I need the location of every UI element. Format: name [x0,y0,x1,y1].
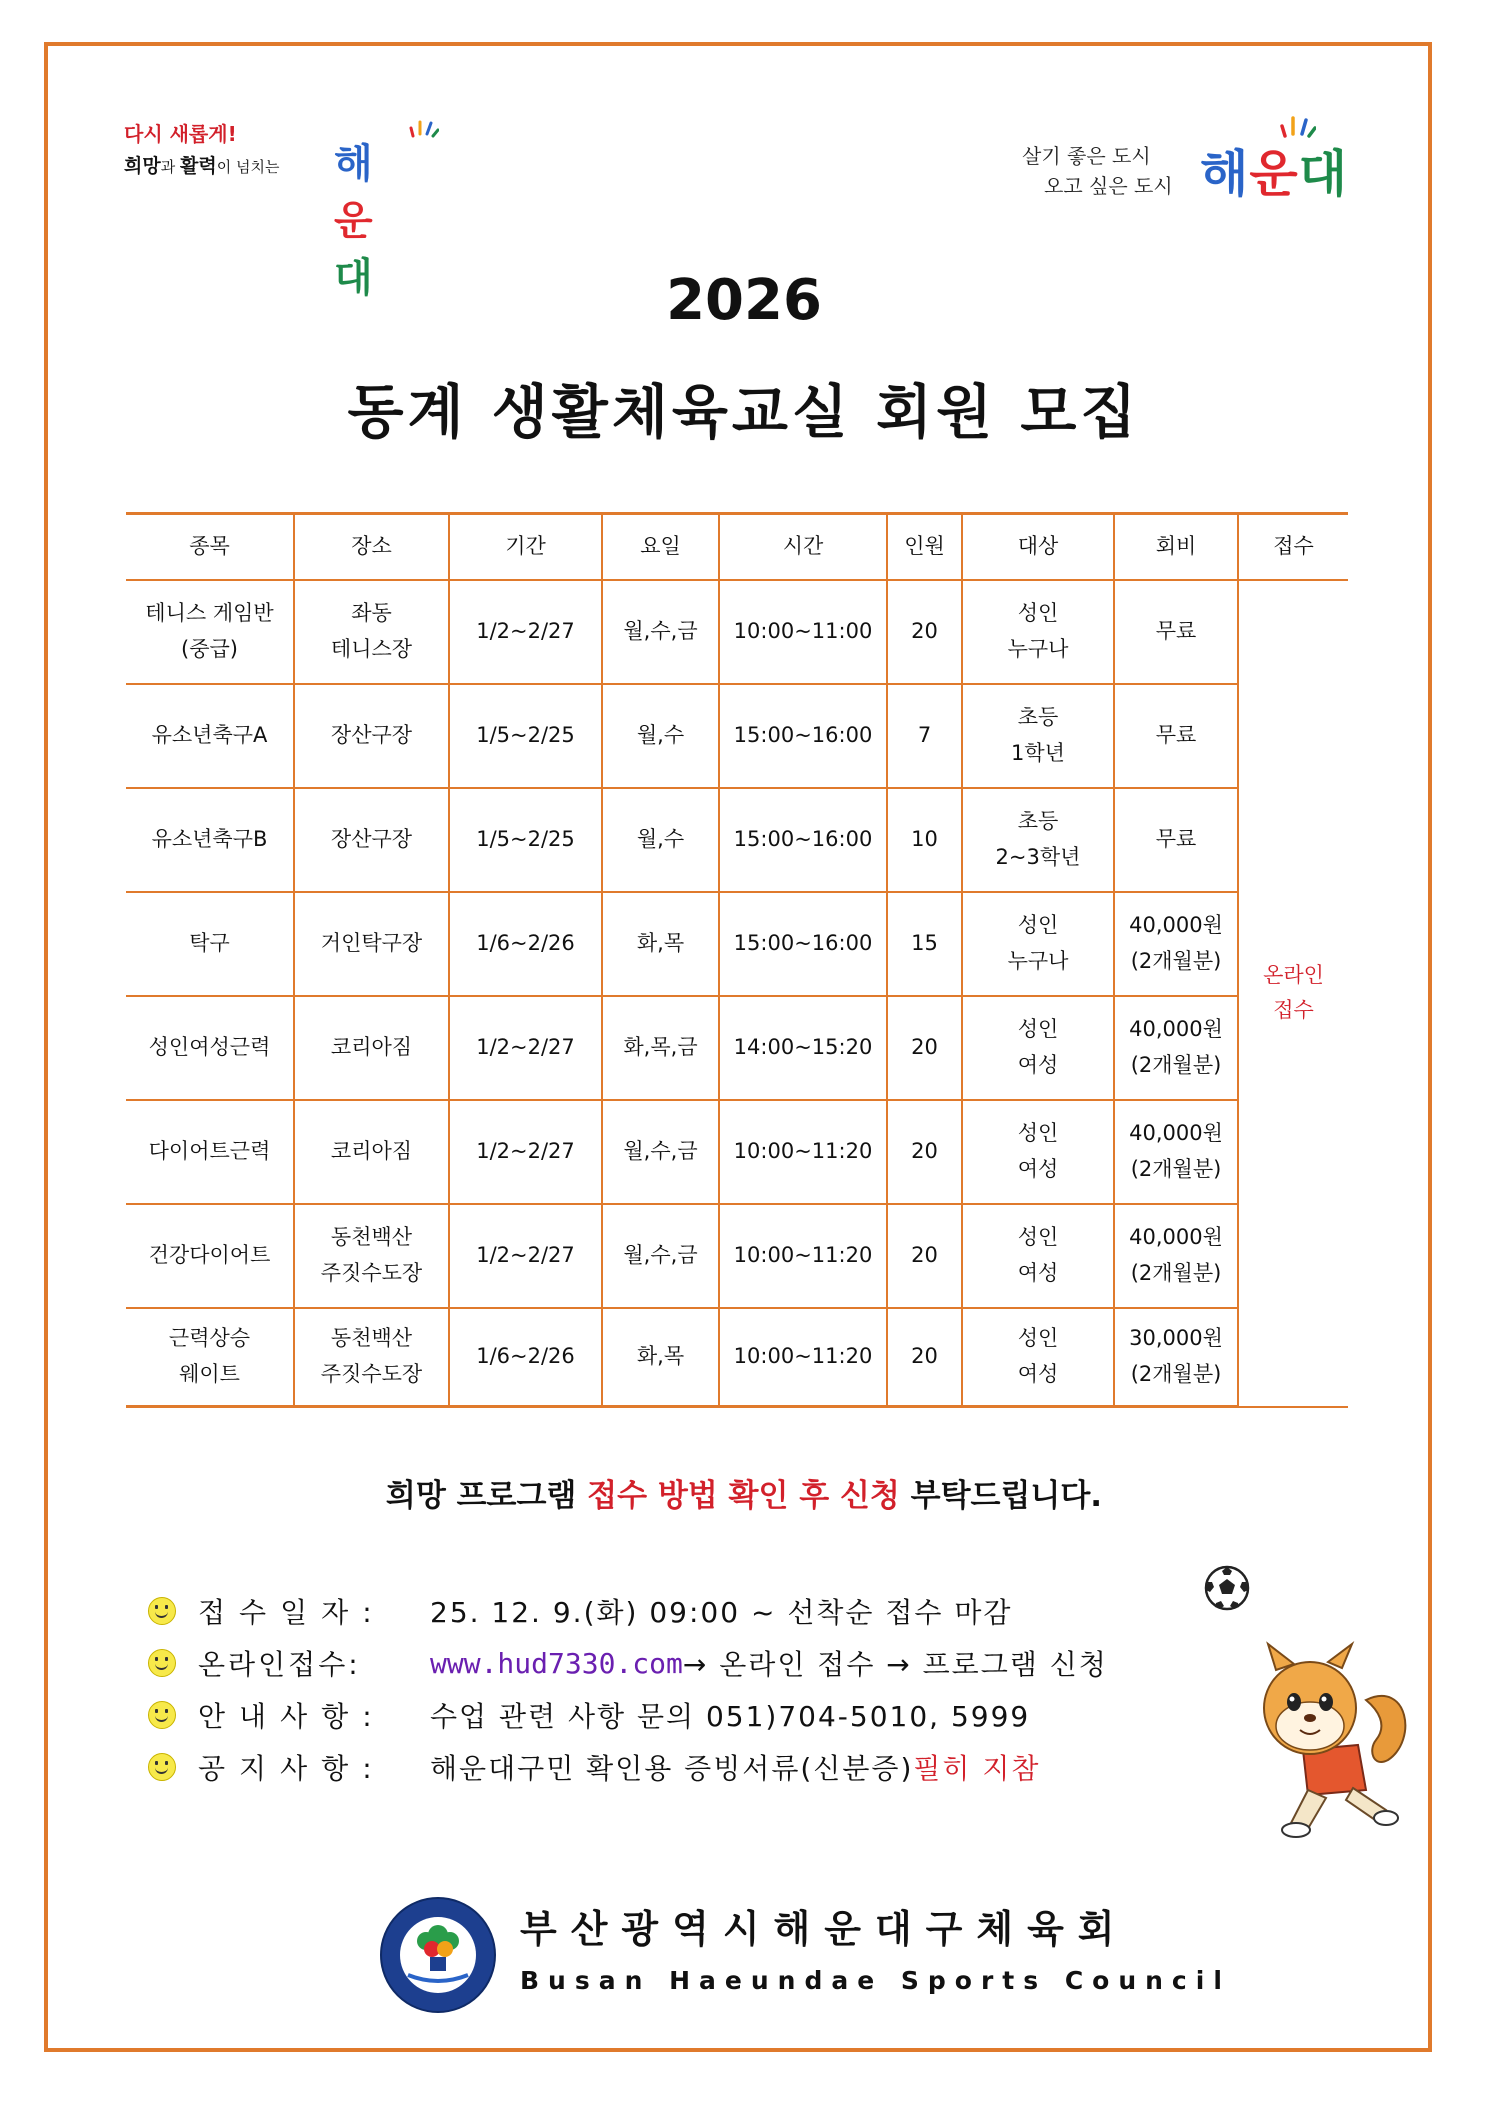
target-cell: 성인 누구나 [962,892,1114,996]
haeundae-slogan-logo-left [124,118,374,301]
squirrel-mascot-illustration [1248,1640,1418,1840]
table-row [126,892,1348,996]
days-cell: 월,수,금 [602,580,719,684]
smiley-icon [148,1649,176,1677]
info-label: 접수일자: [198,1596,386,1629]
target-cell: 성인 여성 [962,1204,1114,1308]
period-cell: 1/2~2/27 [449,996,602,1100]
organization-name-korean: 부산광역시해운대구체육회 [520,1907,1129,1951]
sun-rays-icon [409,118,439,138]
place-cell: 코리아짐 [294,996,449,1100]
smiley-icon [148,1701,176,1729]
info-label: 안내사항: [198,1700,386,1733]
table-row [126,1100,1348,1204]
table-header-row [126,514,1348,581]
organization-name-english: Busan Haeundae Sports Council [520,1966,1231,1995]
program-schedule-table [126,512,1348,1408]
capacity-cell: 20 [887,1204,962,1308]
period-cell: 1/2~2/27 [449,580,602,684]
info-value: 해운대구민 확인용 증빙서류(신분증) [430,1752,914,1785]
fee-cell: 30,000원 (2개월분) [1114,1308,1238,1407]
smiley-icon [148,1597,176,1625]
days-cell: 월,수 [602,684,719,788]
place-cell: 코리아짐 [294,1100,449,1204]
table-row [126,684,1348,788]
slogan-line-2: 희망과 활력이 넘치는 [124,155,280,177]
table-row [126,580,1348,684]
info-value: → 온라인 접수 → 프로그램 신청 [682,1648,1108,1681]
column-header: 대상 [962,514,1114,581]
info-label: 온라인접수: [198,1648,361,1681]
table-row [126,996,1348,1100]
capacity-cell: 20 [887,1308,962,1407]
period-cell: 1/6~2/26 [449,1308,602,1407]
haeundae-slogan-logo-right [1022,134,1382,214]
place-cell: 장산구장 [294,788,449,892]
fee-cell: 무료 [1114,788,1238,892]
target-cell: 성인 여성 [962,996,1114,1100]
fee-cell: 40,000원 (2개월분) [1114,1204,1238,1308]
time-cell: 14:00~15:20 [719,996,887,1100]
event-cell: 다이어트근력 [126,1100,294,1204]
soccer-ball-icon [1203,1564,1251,1612]
haeundae-brand-text: 해운대 [1200,145,1348,203]
time-cell: 15:00~16:00 [719,684,887,788]
fee-cell: 40,000원 (2개월분) [1114,996,1238,1100]
info-value: 수업 관련 사항 문의 051)704-5010, 5999 [430,1700,1031,1733]
time-cell: 15:00~16:00 [719,892,887,996]
days-cell: 월,수 [602,788,719,892]
right-slogan-line-1: 살기 좋은 도시 [1022,144,1151,168]
fee-cell: 40,000원 (2개월분) [1114,1100,1238,1204]
column-header: 종목 [126,514,294,581]
info-line-notice [148,1741,1108,1793]
capacity-cell: 10 [887,788,962,892]
fee-cell: 무료 [1114,580,1238,684]
right-slogan-line-2: 오고 싶은 도시 [1044,174,1173,198]
column-header: 기간 [449,514,602,581]
info-label: 공지사항: [198,1752,386,1785]
fee-cell: 40,000원 (2개월분) [1114,892,1238,996]
table-row [126,788,1348,892]
place-cell: 장산구장 [294,684,449,788]
page-title: 동계 생활체육교실 회원 모집 [347,378,1141,446]
table-row [126,1308,1348,1407]
period-cell: 1/6~2/26 [449,892,602,996]
period-cell: 1/5~2/25 [449,684,602,788]
capacity-cell: 20 [887,996,962,1100]
haeundae-brand-text: 해운대 [334,141,374,301]
info-section [148,1585,1108,1793]
place-cell: 거인탁구장 [294,892,449,996]
days-cell: 화,목,금 [602,996,719,1100]
place-cell: 좌동 테니스장 [294,580,449,684]
event-cell: 유소년축구A [126,684,294,788]
column-header: 시간 [719,514,887,581]
time-cell: 10:00~11:20 [719,1308,887,1407]
fee-cell: 무료 [1114,684,1238,788]
time-cell: 10:00~11:20 [719,1100,887,1204]
event-cell: 테니스 게임반 (중급) [126,580,294,684]
time-cell: 10:00~11:00 [719,580,887,684]
info-line-online [148,1637,1108,1689]
event-cell: 탁구 [126,892,294,996]
target-cell: 초등 2~3학년 [962,788,1114,892]
column-header: 회비 [1114,514,1238,581]
column-header: 요일 [602,514,719,581]
days-cell: 월,수,금 [602,1204,719,1308]
column-header: 장소 [294,514,449,581]
column-header: 접수 [1238,514,1348,581]
table-row [126,1204,1348,1308]
event-cell: 근력상승 웨이트 [126,1308,294,1407]
time-cell: 10:00~11:20 [719,1204,887,1308]
sports-council-emblem-logo [378,1895,498,2015]
target-cell: 성인 여성 [962,1308,1114,1407]
event-cell: 성인여성근력 [126,996,294,1100]
days-cell: 월,수,금 [602,1100,719,1204]
period-cell: 1/2~2/27 [449,1100,602,1204]
period-cell: 1/5~2/25 [449,788,602,892]
info-value-emphasis: 필히 지참 [913,1752,1041,1785]
days-cell: 화,목 [602,1308,719,1407]
capacity-cell: 20 [887,1100,962,1204]
capacity-cell: 15 [887,892,962,996]
registration-link[interactable]: www.hud7330.com [430,1646,683,1680]
days-cell: 화,목 [602,892,719,996]
title-year: 2026 [666,268,822,333]
target-cell: 성인 여성 [962,1100,1114,1204]
place-cell: 동천백산 주짓수도장 [294,1204,449,1308]
time-cell: 15:00~16:00 [719,788,887,892]
target-cell: 성인 누구나 [962,580,1114,684]
smiley-icon [148,1753,176,1781]
target-cell: 초등 1학년 [962,684,1114,788]
info-value: 25. 12. 9.(화) 09:00 ~ 선착순 접수 마감 [430,1596,1013,1629]
capacity-cell: 20 [887,580,962,684]
slogan-line-1: 다시 새롭게! [124,122,237,146]
capacity-cell: 7 [887,684,962,788]
place-cell: 동천백산 주짓수도장 [294,1308,449,1407]
registration-cell: 온라인 접수 [1238,580,1348,1407]
column-header: 인원 [887,514,962,581]
application-notice: 희망 프로그램 접수 방법 확인 후 신청 부탁드립니다. [385,1478,1103,1514]
event-cell: 건강다이어트 [126,1204,294,1308]
info-line-guide [148,1689,1108,1741]
event-cell: 유소년축구B [126,788,294,892]
period-cell: 1/2~2/27 [449,1204,602,1308]
info-line-date [148,1585,1108,1637]
